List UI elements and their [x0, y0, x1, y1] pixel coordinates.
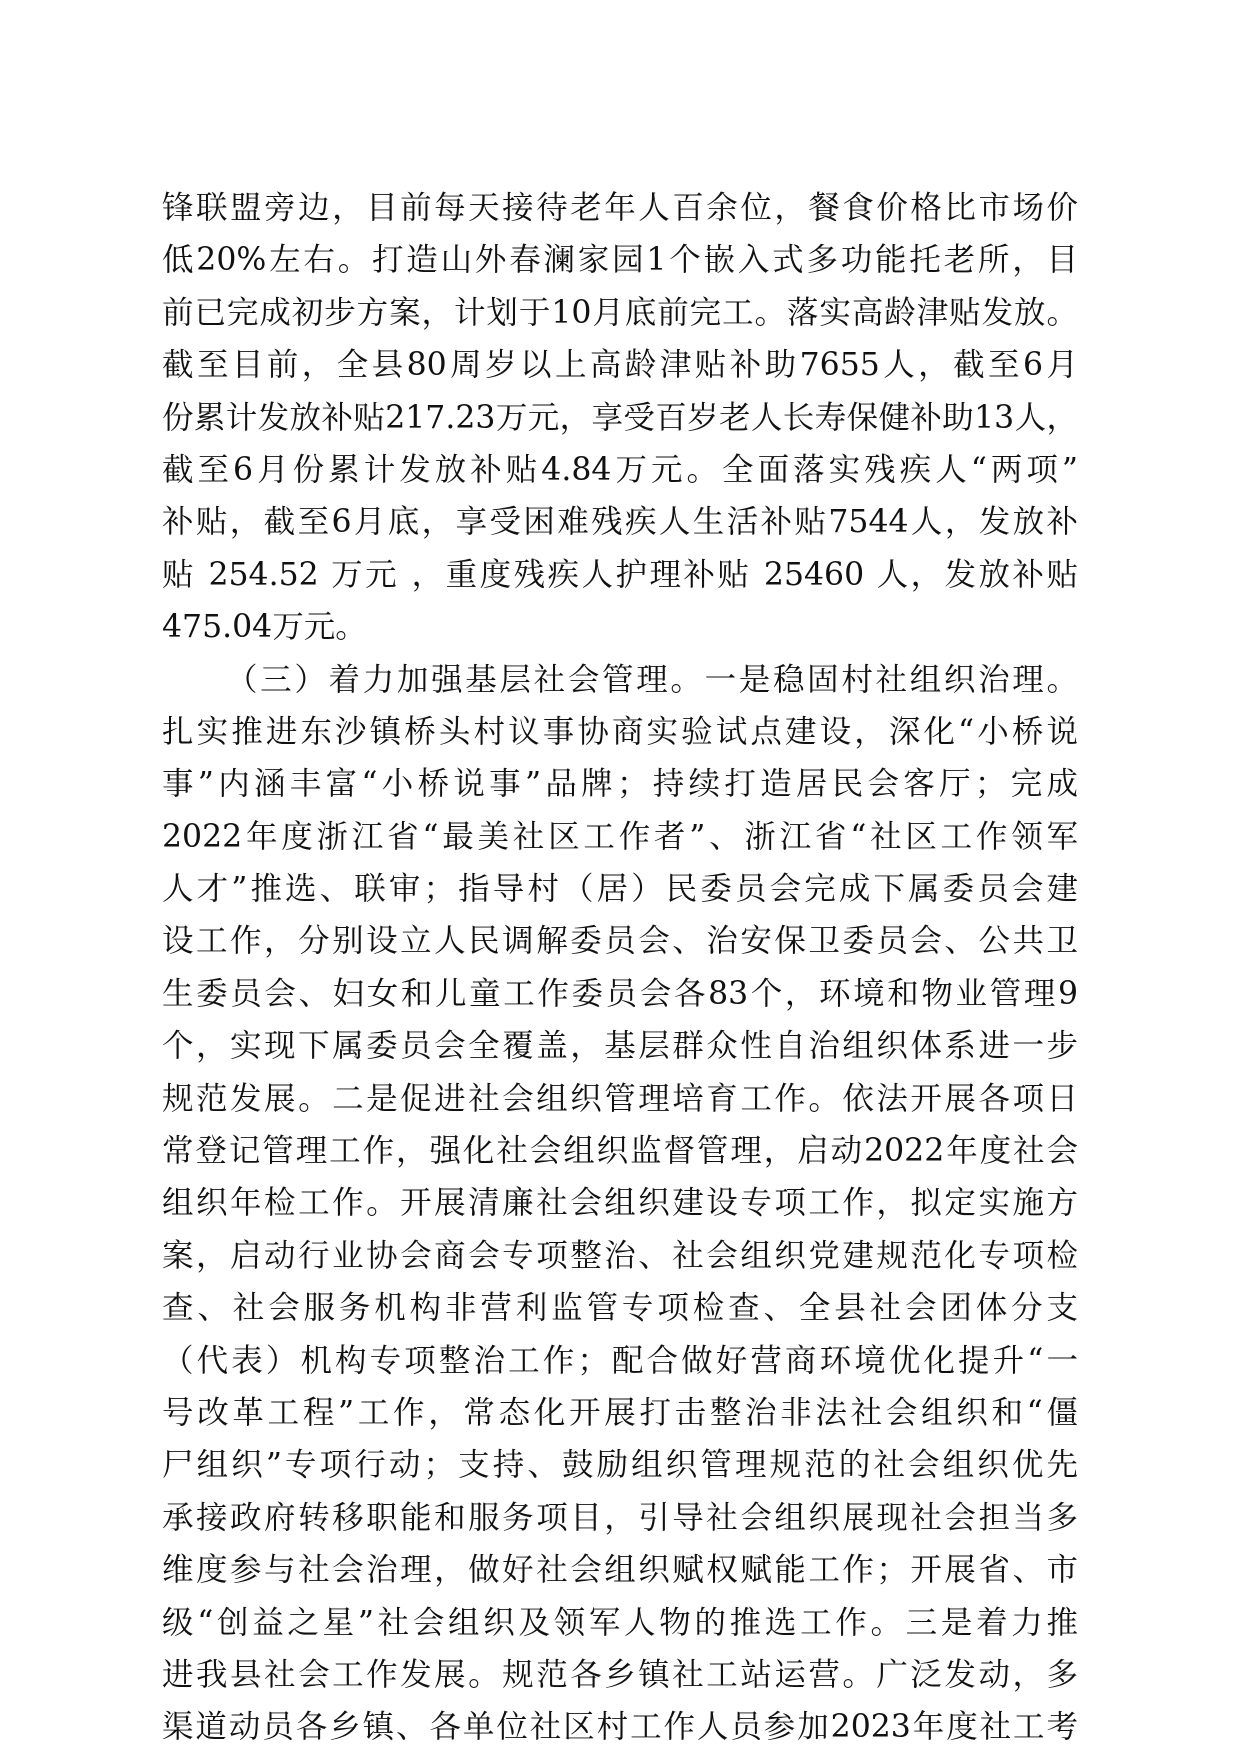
text-line: 截至目前，全县80周岁以上高龄津贴补助7655人，截至6月: [162, 347, 1078, 384]
text-line: 前已完成初步方案，计划于10月底前完工。落实高龄津贴发放。: [162, 294, 1078, 331]
text-line: 人才”推选、联审；指导村（居）民委员会完成下属委员会建: [162, 871, 1078, 908]
text-line: 尸组织”专项行动；支持、鼓励组织管理规范的社会组织优先: [162, 1447, 1078, 1484]
text-line: 贴 254.52 万元 ，重度残疾人护理补贴 25460 人，发放补贴: [162, 556, 1078, 593]
text-line: 承接政府转移职能和服务项目，引导社会组织展现社会担当多: [162, 1499, 1078, 1536]
text-line: 个，实现下属委员会全覆盖，基层群众性自治组织体系进一步: [162, 1028, 1078, 1065]
text-line: 号改革工程”工作，常态化开展打击整治非法社会组织和“僵: [162, 1394, 1078, 1431]
text-line: 规范发展。二是促进社会组织管理培育工作。依法开展各项日: [162, 1080, 1078, 1117]
text-line: 组织年检工作。开展清廉社会组织建设专项工作，拟定实施方: [162, 1185, 1078, 1222]
text-line: 补贴，截至6月底，享受困难残疾人生活补贴7544人，发放补: [162, 504, 1078, 541]
text-line: 渠道动员各乡镇、各单位社区村工作人员参加2023年度社工考: [162, 1709, 1078, 1746]
text-line: 锋联盟旁边，目前每天接待老年人百余位，餐食价格比市场价: [162, 190, 1078, 226]
text-line: 2022年度浙江省“最美社区工作者”、浙江省“社区工作领军: [162, 818, 1078, 855]
text-line: （代表）机构专项整治工作；配合做好营商环境优化提升“一: [162, 1342, 1078, 1379]
text-line: 进我县社会工作发展。规范各乡镇社工站运营。广泛发动，多: [162, 1656, 1078, 1693]
text-line: 案，启动行业协会商会专项整治、社会组织党建规范化专项检: [162, 1237, 1078, 1274]
text-line: 扎实推进东沙镇桥头村议事协商实验试点建设，深化“小桥说: [162, 713, 1078, 750]
text-line: 事”内涵丰富“小桥说事”品牌；持续打造居民会客厅；完成: [162, 766, 1078, 803]
text-line: 截至6月份累计发放补贴4.84万元。全面落实残疾人“两项”: [162, 451, 1078, 488]
text-line: 维度参与社会治理，做好社会组织赋权赋能工作；开展省、市: [162, 1552, 1078, 1589]
text-line: 级“创益之星”社会组织及领军人物的推选工作。三是着力推: [162, 1604, 1078, 1641]
text-line: 查、社会服务机构非营利监管专项检查、全县社会团体分支: [162, 1290, 1078, 1327]
text-line: 设工作，分别设立人民调解委员会、治安保卫委员会、公共卫: [162, 923, 1078, 960]
text-line: 生委员会、妇女和儿童工作委员会各83个，环境和物业管理9: [162, 975, 1078, 1012]
section-heading-line: （三）着力加强基层社会管理。一是稳固村社组织治理。: [226, 661, 1078, 698]
text-line: 475.04万元。: [162, 609, 367, 646]
text-line: 份累计发放补贴217.23万元，享受百岁老人长寿保健补助13人，: [162, 399, 1078, 436]
text-line: 低20%左右。打造山外春澜家园1个嵌入式多功能托老所，目: [162, 242, 1078, 279]
body-text: [162, 182, 1078, 1754]
text-line: 常登记管理工作，强化社会组织监督管理，启动2022年度社会: [162, 1133, 1078, 1170]
